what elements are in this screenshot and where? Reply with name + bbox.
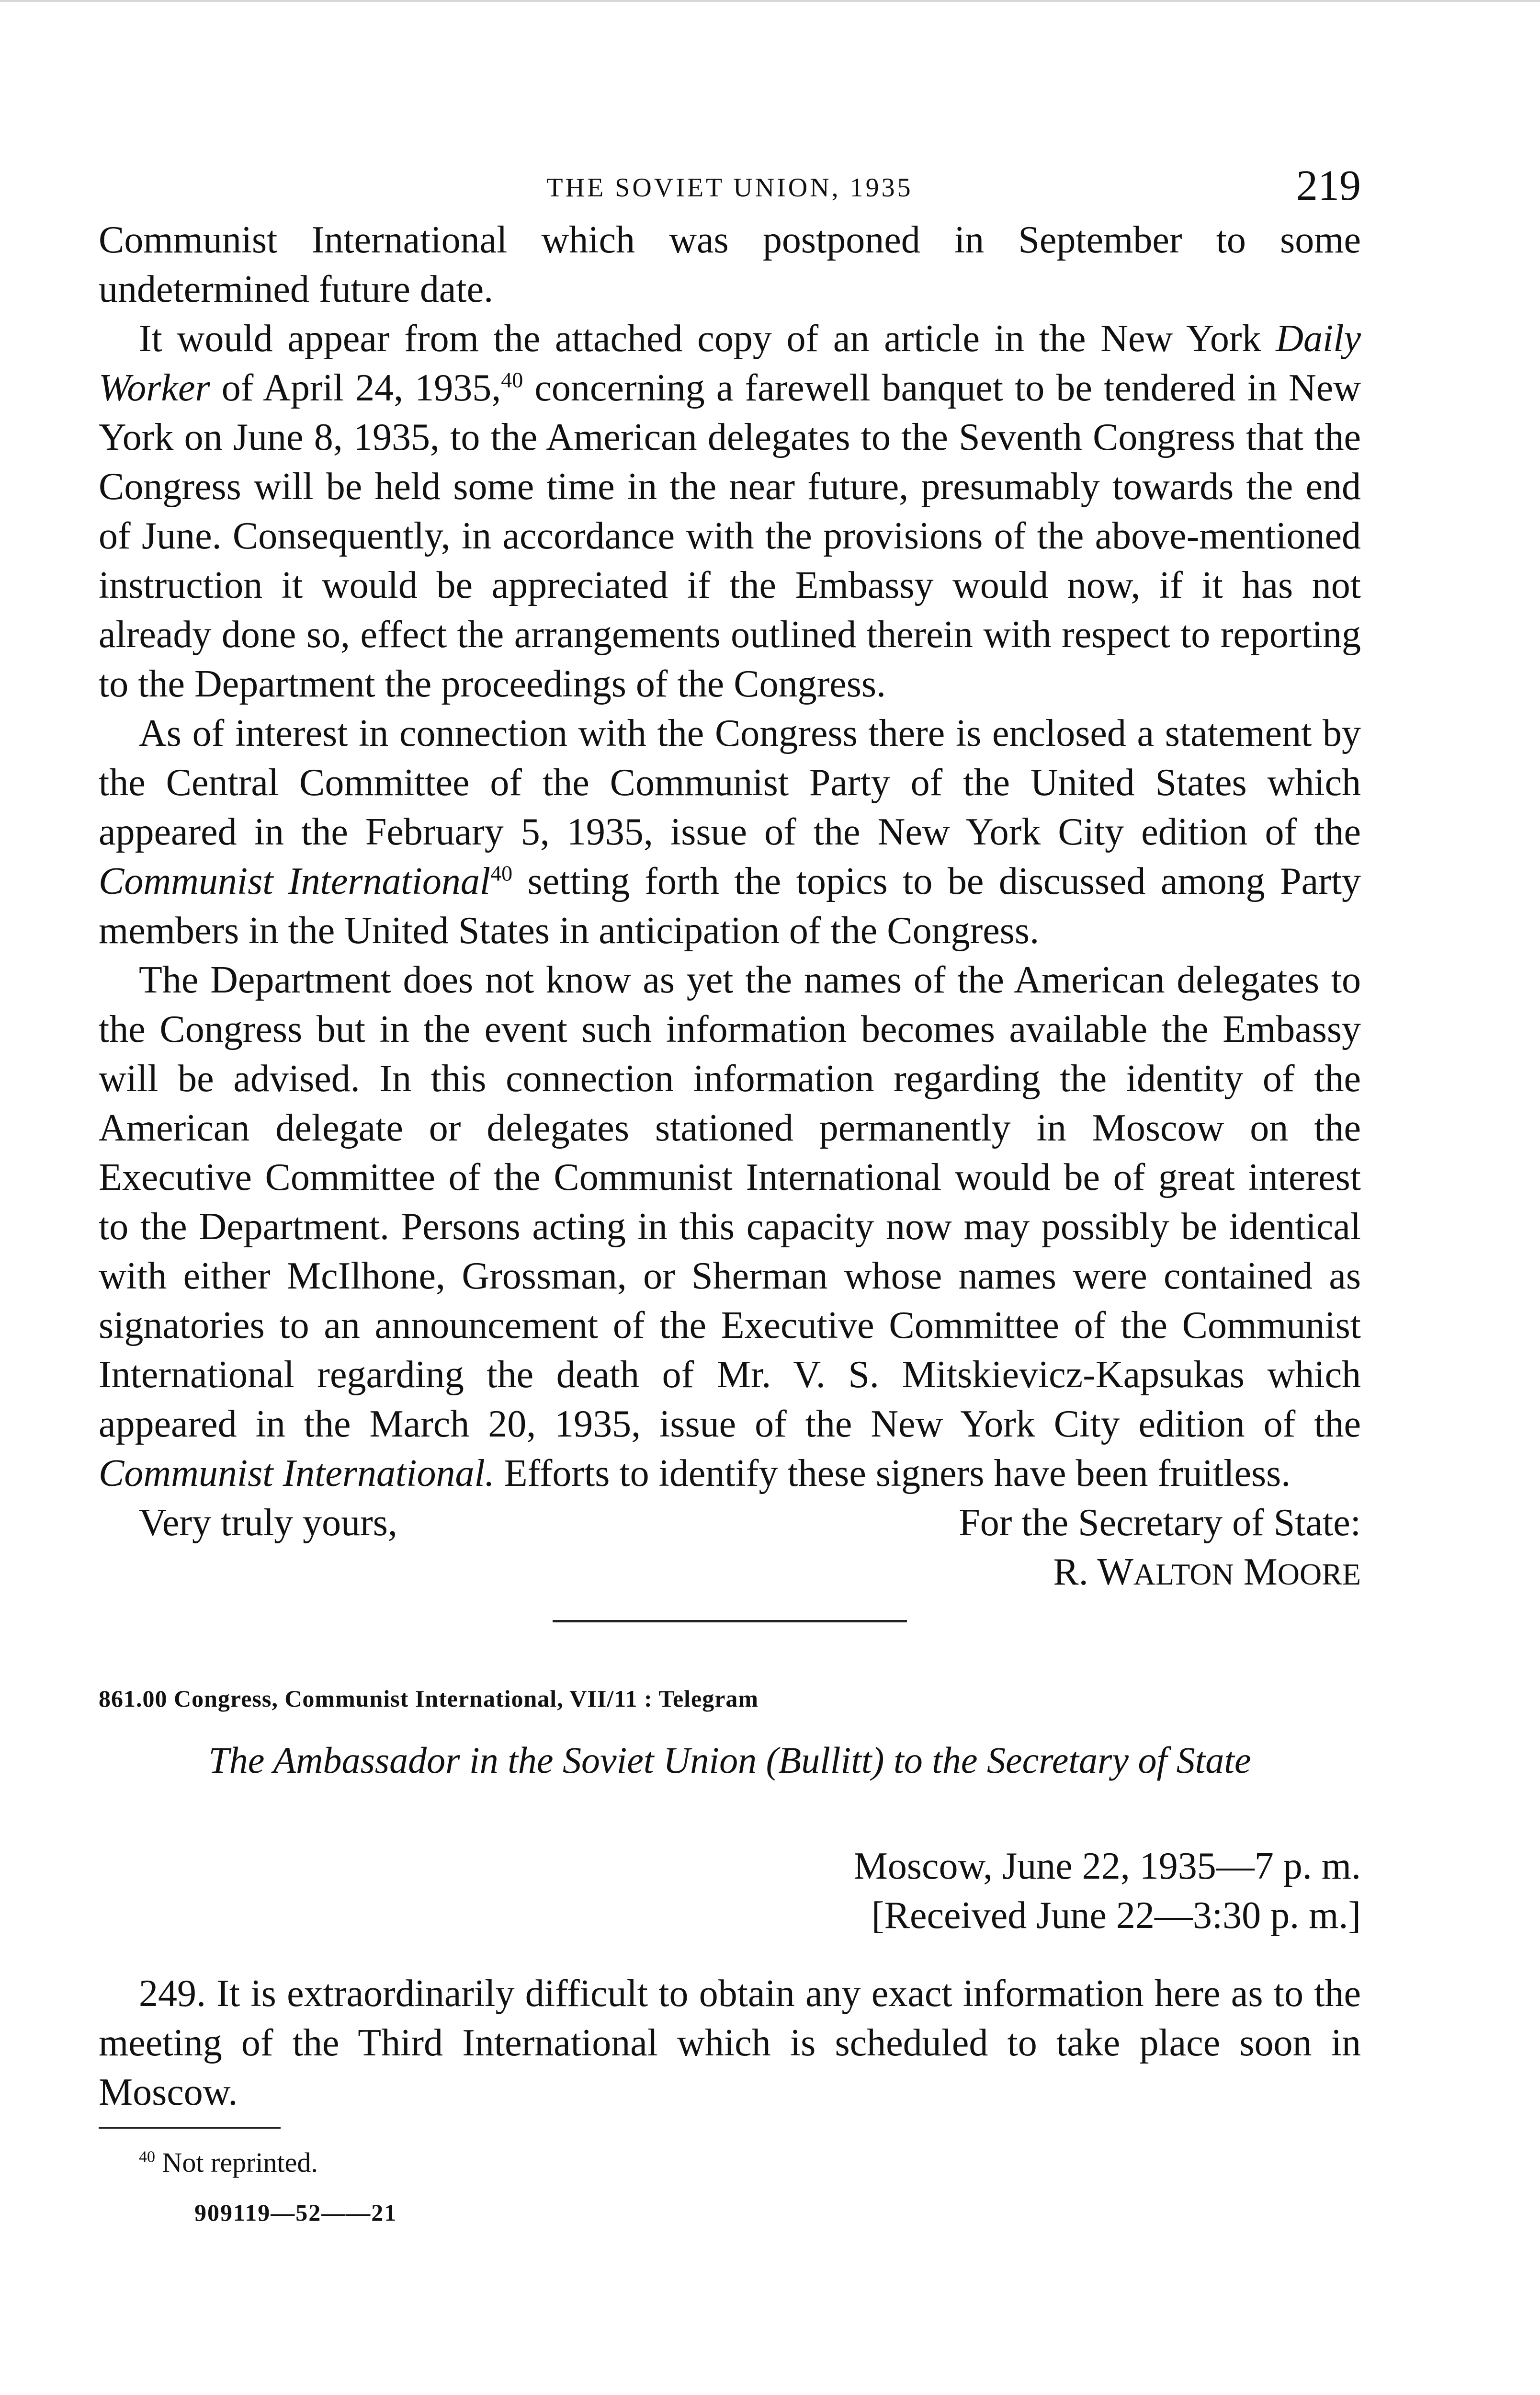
valediction: Very truly yours, [139, 1502, 397, 1544]
heading-text-b: to the Secretary of State [884, 1739, 1251, 1781]
heading-paren: (Bullitt) [766, 1739, 884, 1781]
file-reference: 861.00 Congress, Communist International, VII/11 : Telegram [99, 1685, 759, 1712]
footnote-ref: 40 [490, 861, 513, 886]
footnote-text: Not reprinted. [162, 2147, 318, 2178]
p2-text-a: It would appear from the attached copy of an article in the New York [139, 318, 1276, 360]
page-number: 219 [1296, 162, 1361, 209]
signatory-smallcaps-1: ALTON [1133, 1557, 1234, 1591]
letter-paragraph-1-text: Communist International which was postponed in September to some undetermined future date. [99, 219, 1361, 310]
letter-paragraph-1 [99, 216, 1361, 314]
document-heading [127, 1736, 1332, 1784]
letter-paragraph-3 [99, 709, 1361, 956]
sent-dateline: Moscow, June 22, 1935—7 p. m. [853, 1845, 1361, 1887]
telegram-body [99, 1969, 1361, 2117]
top-edge-rule [0, 0, 1540, 2]
letter-paragraph-2 [99, 314, 1361, 709]
p3-publication-title: Communist International [99, 860, 491, 902]
signatory-initial: R. W [1053, 1551, 1133, 1593]
p2-text-c: concerning a farewell banquet to be tendered in New York on June 8, 1935, to the American delegates to the Seventh Congress that the Congress will be held some time in the near future, presumably towards the end of June. Consequently, in accordance with the provisions of the above-mentioned instruction it would be appreciated if the Embassy would now, if it has not already done so, effect the arrangements outlined therein with respect to reporting to the Department the proceedings of the Congress. [99, 367, 1361, 705]
signatory-name [1053, 1548, 1361, 1599]
section-divider [553, 1620, 907, 1622]
signatory-smallcaps-2: OORE [1277, 1557, 1361, 1591]
footnote-number: 40 [139, 2148, 155, 2166]
heading-text-a: The Ambassador in the Soviet Union [208, 1739, 766, 1781]
p2-text-b: of April 24, 1935, [210, 367, 501, 409]
dateline [99, 1842, 1361, 1940]
printer-code: 909119—52——21 [194, 2199, 397, 2226]
p3-text-b: setting forth the topics to be discussed among Party members in the United States in anticipation of the Congress. [99, 860, 1361, 952]
running-title: THE SOVIET UNION, 1935 [546, 173, 913, 203]
received-dateline: [Received June 22—3:30 p. m.] [872, 1894, 1361, 1937]
p4-text-b: Efforts to identify these signers have been fruitless. [494, 1452, 1291, 1494]
telegram-body-text: 249. It is extraordinarily difficult to obtain any exact information here as to the meeting of the Third International which is scheduled to take place soon in Moscow. [99, 1973, 1361, 2113]
footnote [139, 2146, 1361, 2179]
signature-line: For the Secretary of State: [959, 1502, 1361, 1544]
p2-newspaper-title: Daily Worker [99, 318, 1361, 409]
p3-text-a: As of interest in connection with the Congress there is enclosed a statement by the Central Committee of the Communist Party of the United States which appeared in the February 5, 1935, issue of the New York City edition of the [99, 712, 1361, 853]
letter-paragraph-4 [99, 956, 1361, 1498]
signatory-surname-initial: M [1234, 1551, 1278, 1593]
p4-publication-title: Communist International. [99, 1452, 495, 1494]
footnote-ref: 40 [501, 367, 523, 392]
p4-text-a: The Department does not know as yet the names of the American delegates to the Congress but in the event such information becomes available the Embassy will be advised. In this connection information regarding the identity of the American delegate or delegates stationed permanently in Moscow on the Executive Committee of the Communist International would be of great interest to the Department. Persons acting in this capacity now may possibly be identical with either McIlhone, Grossman, or Sherman whose names were contained as signatories to an announcement of the Executive Committee of the Communist International regarding the death of Mr. V. S. Mitskievicz-Kapsukas which appeared in the March 20, 1935, issue of the New York City edition of the [99, 959, 1361, 1445]
footnote-divider [99, 2127, 281, 2129]
letter-closing [99, 1498, 1361, 1597]
running-head [99, 158, 1361, 216]
document-page [99, 158, 1361, 2226]
